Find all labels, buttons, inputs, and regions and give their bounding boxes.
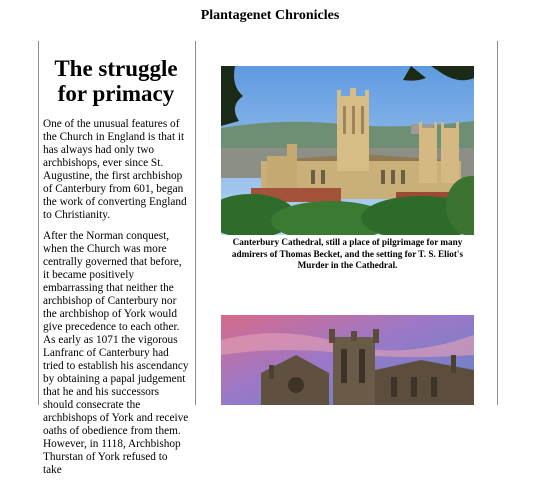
column-divider [195,41,196,405]
article-title: The struggle for primacy [54,56,178,106]
site-title: Plantagenet Chronicles [200,8,340,23]
figure-york [221,315,474,405]
column-divider [497,41,498,405]
canterbury-cathedral-photo [221,66,474,235]
york-minster-photo [221,315,474,405]
column-divider [38,41,39,405]
article-paragraph: After the Norman conquest, when the Church was more centrally governed that before, it became positively embarrassing that neither the archbishop of Canterbury nor the archbishop of York would give precedence to each other. As early as 1071 the vigorous Lanfranc of Canterbury had tried to establish his ascendancy by obtaining a papal judgement that he and his successors should consecrate the archbishops of York and receive oaths of obedience from them. However, in 1118, Archbishop Thurstan of York refused to take [43,230,189,476]
article-paragraph: One of the unusual features of the Church in England is that it has always had only two archbishops, ever since St. Augustine, the first archbishop of Canterbury from 601, began the work of converting England to Christianity. [43,118,187,221]
figure-canterbury [221,66,474,272]
figure-caption: Canterbury Cathedral, still a place of pilgrimage for many admirers of Thomas Becket, and the setting for T. S. Eliot's Murder in the Cathedral. [231,237,464,270]
article-column [43,56,189,485]
